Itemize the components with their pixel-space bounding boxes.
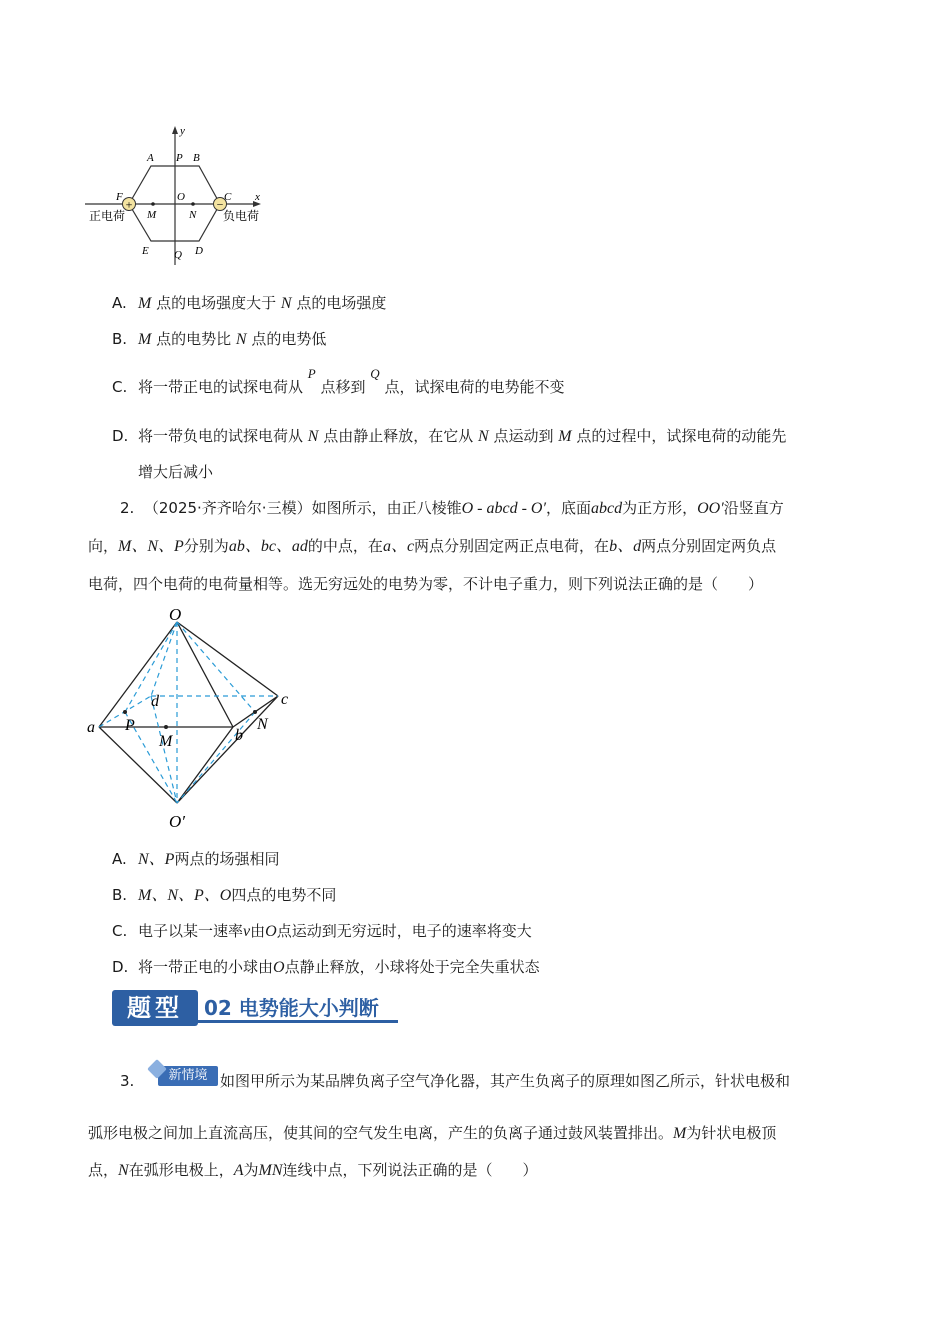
octahedron-figure — [85, 600, 295, 835]
label-negative-charge: 负电荷 — [223, 209, 260, 223]
label-P: P — [125, 717, 135, 734]
q1-option-D-line2: 增大后减小 — [138, 463, 214, 481]
label-A: A — [147, 152, 154, 164]
minus-sign: − — [216, 197, 224, 212]
point-N — [253, 710, 257, 714]
q3-line3: 点，N在弧形电极上，A为MN连线中点，下列说法正确的是（ ） — [88, 1161, 538, 1179]
new-context-tag — [150, 1062, 218, 1086]
q2-option-B: B. M、N、P、O四点的电势不同 — [112, 886, 337, 904]
q3-line2: 弧形电极之间加上直流高压，使其间的空气发生电离，产生的负离子通过鼓风装置排出。M为针状电极顶 — [88, 1124, 777, 1142]
label-N: N — [257, 716, 268, 733]
q2-option-D: D. 将一带正电的小球由O点静止释放，小球将处于完全失重状态 — [112, 958, 540, 976]
q3-number: 3. — [120, 1072, 135, 1090]
label-B: B — [193, 152, 200, 164]
q2-option-A: A. N、P两点的场强相同 — [112, 850, 280, 868]
q2-line2: 向，M、N、P分别为ab、bc、ad的中点，在a、c两点分别固定两正点电荷，在b、d两点分别固定两负点 — [88, 537, 777, 555]
point-N — [191, 202, 195, 206]
new-context-tag-label: 新情境 — [158, 1066, 218, 1086]
label-d: d — [151, 693, 159, 710]
label-F: F — [116, 191, 123, 203]
label-O: O — [169, 605, 182, 624]
point-M — [151, 202, 155, 206]
point-M — [164, 725, 168, 729]
q2-line1: 2. （2025·齐齐哈尔·三模）如图所示，由正八棱锥O - abcd - O′，底面abcd为正方形，OO′沿竖直方 — [120, 499, 784, 517]
point-P — [123, 710, 127, 714]
label-M: M — [159, 733, 173, 750]
label-x: x — [255, 191, 260, 203]
label-N: N — [189, 209, 197, 221]
q1-option-D: D. 将一带负电的试探电荷从 N 点由静止释放，在它从 N 点运动到 M 点的过程中，试探电荷的动能先 — [112, 427, 787, 445]
label-E: E — [142, 245, 149, 257]
q2-option-C: C. 电子以某一速率v由O点运动到无穷远时，电子的速率将变大 — [112, 922, 532, 940]
label-Q: Q — [174, 249, 182, 261]
q2-line3: 电荷，四个电荷的电荷量相等。选无穷远处的电势为零，不计电子重力，则下列说法正确的是（ ） — [88, 575, 764, 593]
section-badge: 题型 — [112, 990, 198, 1026]
label-P: P — [176, 152, 183, 164]
label-O: O — [177, 191, 185, 203]
label-M: M — [147, 209, 157, 221]
q1-option-A: A. M 点的电场强度大于 N 点的电场强度 — [112, 294, 387, 312]
section-banner — [112, 990, 397, 1030]
label-c: c — [281, 691, 289, 708]
q3-line1: 如图甲所示为某品牌负离子空气净化器，其产生负离子的原理如图乙所示，针状电极和 — [220, 1072, 791, 1090]
q1-option-B: B. M 点的电势比 N 点的电势低 — [112, 330, 327, 348]
hexagon-charge-figure — [85, 120, 275, 270]
section-title: 02 电势能大小判断 — [204, 996, 379, 1020]
label-b: b — [235, 727, 243, 744]
plus-sign: + — [125, 197, 133, 212]
y-axis-arrow — [172, 126, 178, 134]
label-positive-charge: 正电荷 — [89, 209, 126, 223]
label-a: a — [87, 719, 95, 736]
label-O-prime: O′ — [169, 812, 185, 831]
q1-option-C: C. 将一带正电的试探电荷从 P 点移到 Q 点，试探电荷的电势能不变 — [112, 366, 565, 396]
label-D: D — [195, 245, 203, 257]
label-y: y — [180, 125, 185, 137]
label-C: C — [224, 191, 232, 203]
